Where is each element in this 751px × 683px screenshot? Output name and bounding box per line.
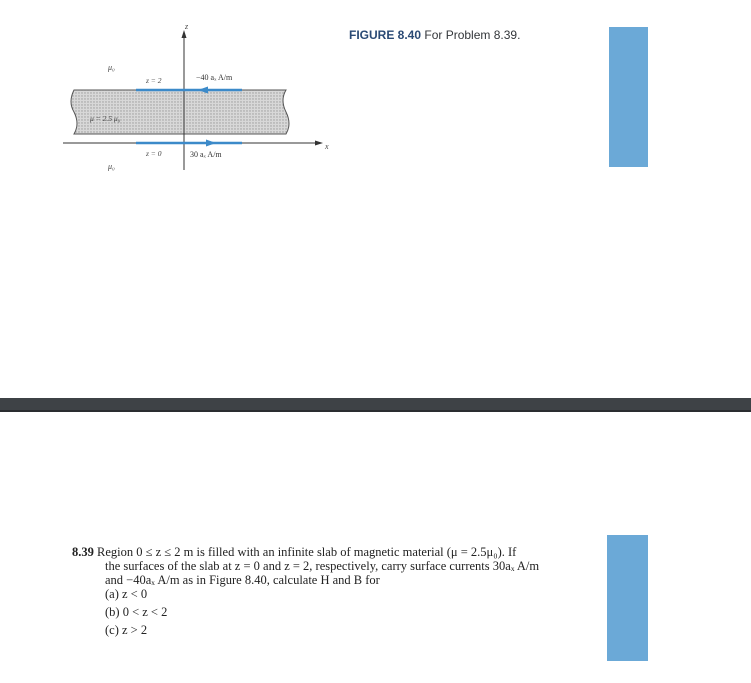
problem-first-line [72, 545, 592, 559]
problem-line2: the surfaces of the slab at z = 0 and z = 2, respectively, carry surface currents 30aₓ A/m [105, 559, 540, 573]
x-axis-arrow [315, 141, 323, 146]
problem-line3: and −40aₓ A/m as in Figure 8.40, calculate H and B for [105, 573, 380, 587]
figure-caption [349, 28, 520, 42]
top-current-label: −40 aₓ A/m [196, 73, 233, 82]
bottom-current-label: 30 aₓ A/m [190, 150, 222, 159]
mu-slab-label: μ = 2.5 μ₀ [90, 114, 121, 123]
caption-label: FIGURE 8.40 [349, 28, 422, 42]
problem-line1: Region 0 ≤ z ≤ 2 m is filled with an infinite slab of magnetic material (μ = 2.5μ₀). If [97, 545, 517, 559]
slab-diagram [60, 20, 350, 190]
z2-label: z = 2 [146, 76, 162, 85]
mu0-bottom-label: μ₀ [108, 162, 115, 171]
problem-number: 8.39 [72, 545, 94, 559]
bottom-current-arrow [206, 140, 216, 147]
blue-bar-bottom [607, 535, 648, 661]
blue-bar-top [609, 27, 648, 167]
figure-8-40 [60, 20, 350, 190]
z-axis-label: z [185, 22, 189, 31]
problem-part-b: (b) 0 < z < 2 [105, 605, 168, 619]
z0-label: z = 0 [146, 149, 162, 158]
magnetic-slab [71, 90, 289, 134]
mu0-top-label: μ₀ [108, 63, 115, 72]
page-divider [0, 398, 751, 412]
z-axis-arrow [182, 30, 187, 38]
x-axis-label: x [325, 142, 329, 151]
problem-part-c: (c) z > 2 [105, 623, 148, 637]
problem-8-39 [72, 545, 592, 637]
problem-part-a: (a) z < 0 [105, 587, 148, 601]
caption-text: For Problem 8.39. [424, 28, 521, 42]
